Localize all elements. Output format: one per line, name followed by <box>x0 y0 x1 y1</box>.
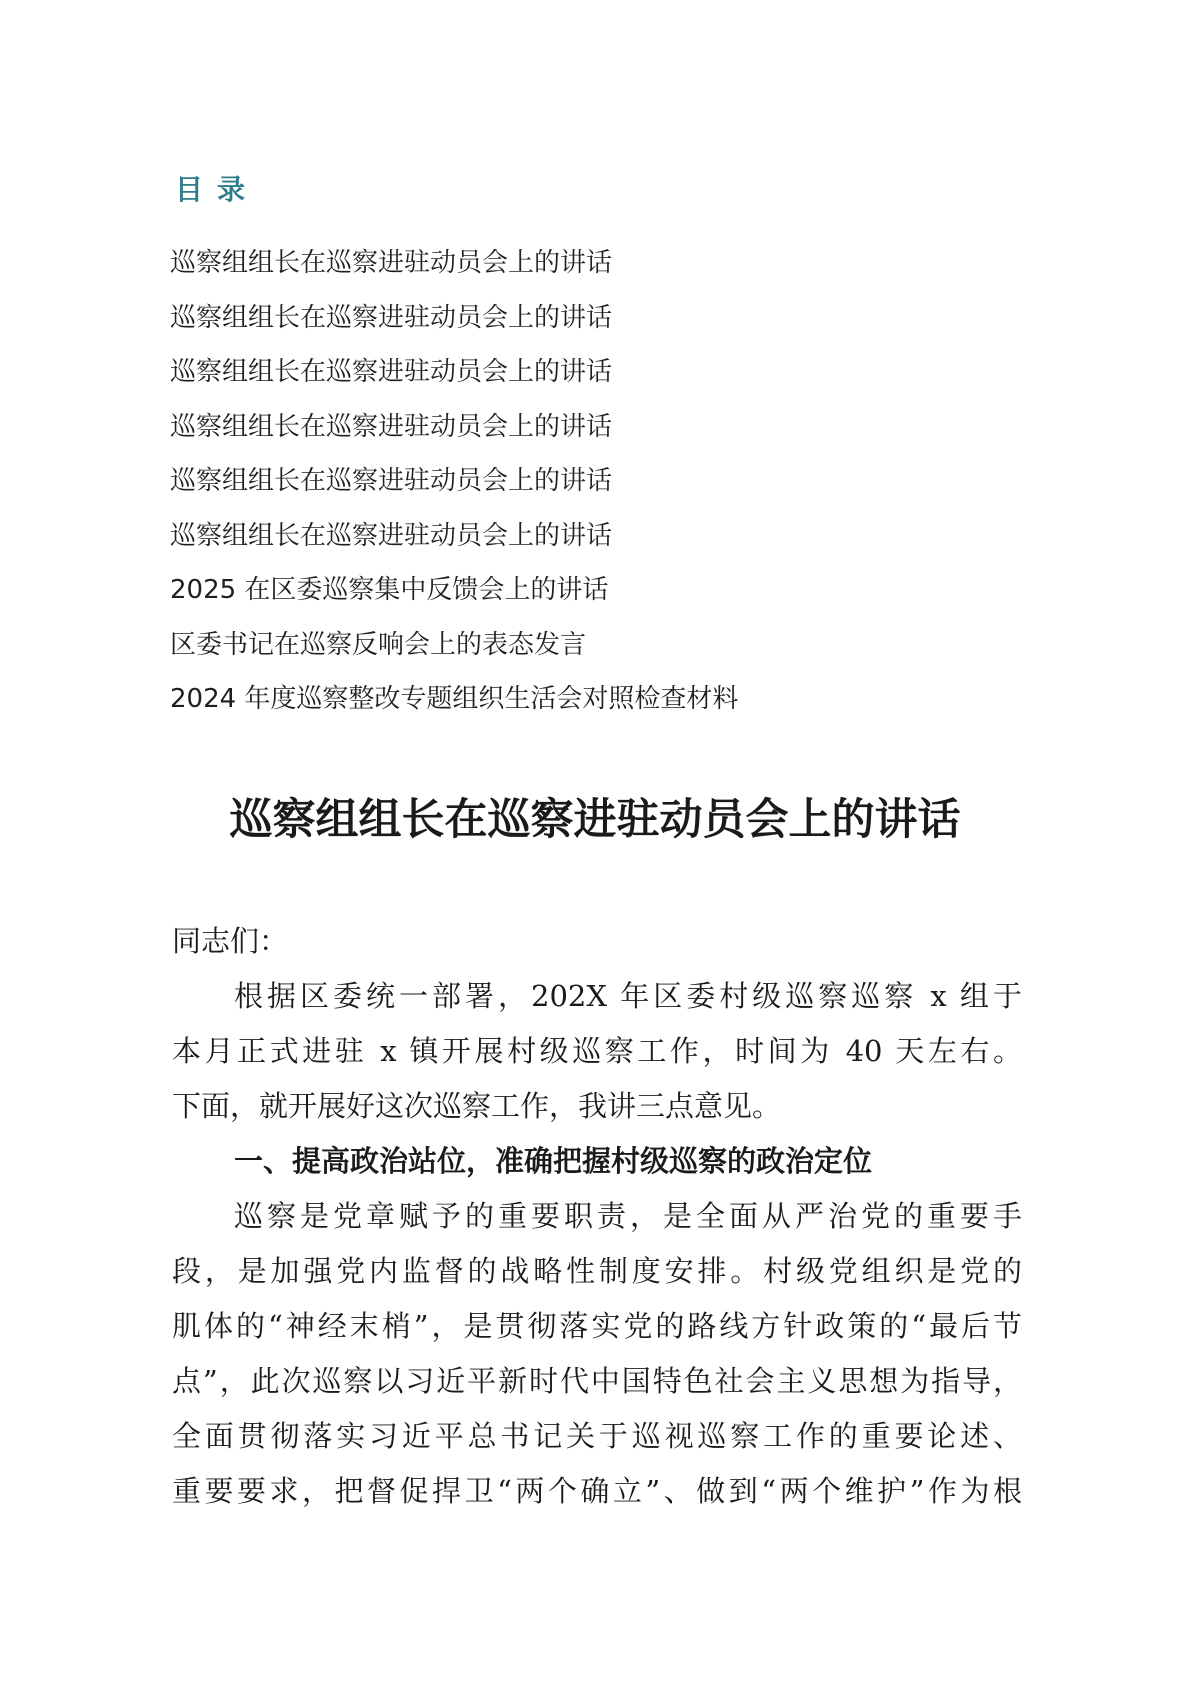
toc-item[interactable]: 巡察组组长在巡察进驻动员会上的讲话 <box>170 520 613 551</box>
toc-item[interactable]: 2025 在区委巡察集中反馈会上的讲话 <box>170 575 609 605</box>
toc-item[interactable]: 2024 年度巡察整改专题组织生活会对照检查材料 <box>170 684 739 714</box>
document-title: 巡察组组长在巡察进驻动员会上的讲话 <box>229 795 961 845</box>
body-line: 点”，此次巡察以习近平新时代中国特色社会主义思想为指导， <box>172 1364 1022 1398</box>
toc-list <box>170 236 738 727</box>
toc-item[interactable]: 巡察组组长在巡察进驻动员会上的讲话 <box>170 357 613 387</box>
body-line: 全面贯彻落实习近平总书记关于巡视巡察工作的重要论述、 <box>172 1419 1022 1453</box>
toc-item[interactable]: 巡察组组长在巡察进驻动员会上的讲话 <box>170 248 613 278</box>
body-line: 重要要求，把督促捍卫“两个确立”、做到“两个维护”作为根 <box>172 1474 1022 1508</box>
salutation: 同志们： <box>172 924 289 958</box>
toc-item[interactable]: 巡察组组长在巡察进驻动员会上的讲话 <box>170 411 613 442</box>
toc-item[interactable]: 巡察组组长在巡察进驻动员会上的讲话 <box>170 302 613 333</box>
body-line: 下面，就开展好这次巡察工作，我讲三点意见。 <box>172 1089 782 1123</box>
toc-heading: 目录 <box>175 173 260 206</box>
body-line: 本月正式进驻 x 镇开展村级巡察工作，时间为 40 天左右。 <box>172 1034 1022 1068</box>
body-line: 根据区委统一部署，202X 年区委村级巡察巡察 x 组于 <box>234 979 1022 1013</box>
section-heading: 一、提高政治站位，准确把握村级巡察的政治定位 <box>234 1144 873 1178</box>
body-line: 肌体的“神经末梢”，是贯彻落实党的路线方针政策的“最后节 <box>172 1309 1022 1343</box>
body-line: 巡察是党章赋予的重要职责，是全面从严治党的重要手 <box>234 1199 1022 1233</box>
body-line: 段，是加强党内监督的战略性制度安排。村级党组织是党的 <box>172 1254 1022 1288</box>
document-body <box>172 914 1022 1519</box>
toc-item[interactable]: 区委书记在巡察反响会上的表态发言 <box>170 629 587 660</box>
toc-item[interactable]: 巡察组组长在巡察进驻动员会上的讲话 <box>170 466 613 496</box>
